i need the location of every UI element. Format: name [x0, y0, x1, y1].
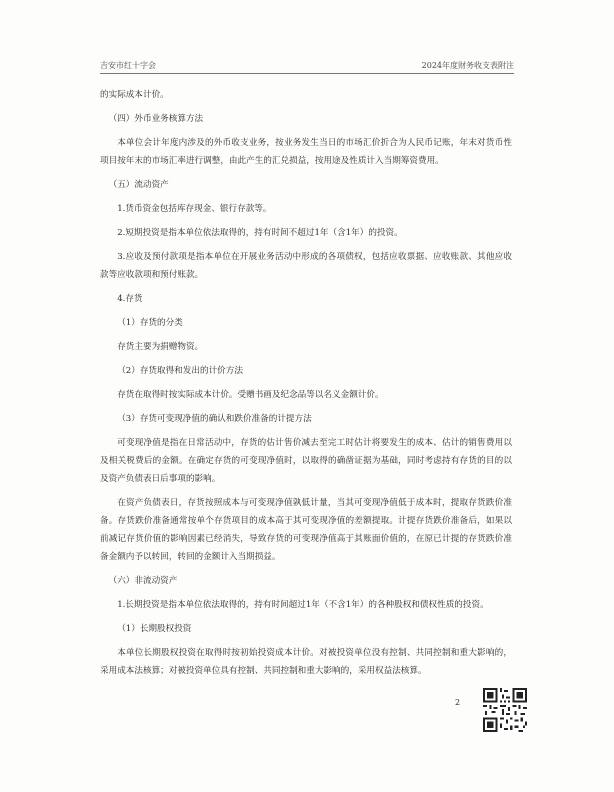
document-body [100, 86, 512, 686]
subsection-heading: （2）存货取得和发出的计价方法 [117, 366, 243, 376]
paragraph: 存货主要为捐赠物资。 [117, 342, 204, 352]
paragraph: 存货在取得时按实际成本计价。受赠书画及纪念品等以名义金额计价。 [117, 390, 384, 400]
section-heading: （六）非流动资产 [108, 576, 178, 586]
section-heading: （四）外币业务核算方法 [108, 114, 204, 124]
paragraph: 本单位会计年度内涉及的外币收支业务，按业务发生当日的市场汇价折合为人民币记账，年末对货币性项目按年末的市场汇率进行调整，由此产生的汇兑损益，按用途及性质计入当期筹资费用。 [100, 138, 512, 166]
paragraph: 3.应收及预付款项是指本单位在开展业务活动中形成的各项债权，包括应收票据、应收账款、其他应收款等应收款项和预付账款。 [100, 252, 512, 280]
page-header [100, 56, 514, 72]
subsection-heading: 4.存货 [117, 294, 143, 304]
subsection-heading: （1）长期股权投资 [117, 624, 192, 634]
paragraph: 可变现净值是指在日常活动中，存货的估计售价减去至完工时估计将要发生的成本、估计的销售费用以及相关税费后的金额。在确定存货的可变现净值时，以取得的确凿证据为基础，同时考虑持有存货的目的以及资产负债表日后事项的影响。 [100, 438, 512, 484]
qr-code-icon [483, 688, 527, 732]
header-title: 2024年度财务收支表附注 [421, 61, 514, 70]
paragraph: 2.短期投资是指本单位依法取得的，持有时间不超过1年（含1年）的投资。 [117, 228, 403, 238]
paragraph: 1.长期投资是指本单位依法取得的，持有时间超过1年（不含1年）的各种股权和债权性质的投资。 [117, 600, 489, 610]
paragraph: 的实际成本计价。 [100, 90, 169, 100]
paragraph: 在资产负债表日，存货按照成本与可变现净值孰低计量，当其可变现净值低于成本时，提取存货跌价准备。存货跌价准备通常按单个存货项目的成本高于其可变现净值的差额提取。计提存货跌价准备后，如果以前减记存货价值的影响因素已经消失，导致存货的可变现净值高于其账面价值的，在原已计提的存货跌价准备金额内予以转回，转回的金额计入当期损益。 [100, 498, 512, 562]
paragraph: 1.货币资金包括库存现金、银行存款等。 [117, 204, 272, 214]
paragraph: 本单位长期股权投资在取得时按初始投资成本计价。对被投资单位没有控制、共同控制和重大影响的，采用成本法核算；对被投资单位具有控制、共同控制和重大影响的，采用权益法核算。 [100, 648, 512, 676]
header-divider [100, 73, 514, 74]
header-organization: 吉安市红十字会 [100, 61, 156, 70]
subsection-heading: （1）存货的分类 [117, 318, 183, 328]
page-number: 2 [455, 698, 461, 707]
section-heading: （五）流动资产 [108, 180, 169, 190]
subsection-heading: （3）存货可变现净值的确认和跌价准备的计提方法 [117, 414, 312, 424]
